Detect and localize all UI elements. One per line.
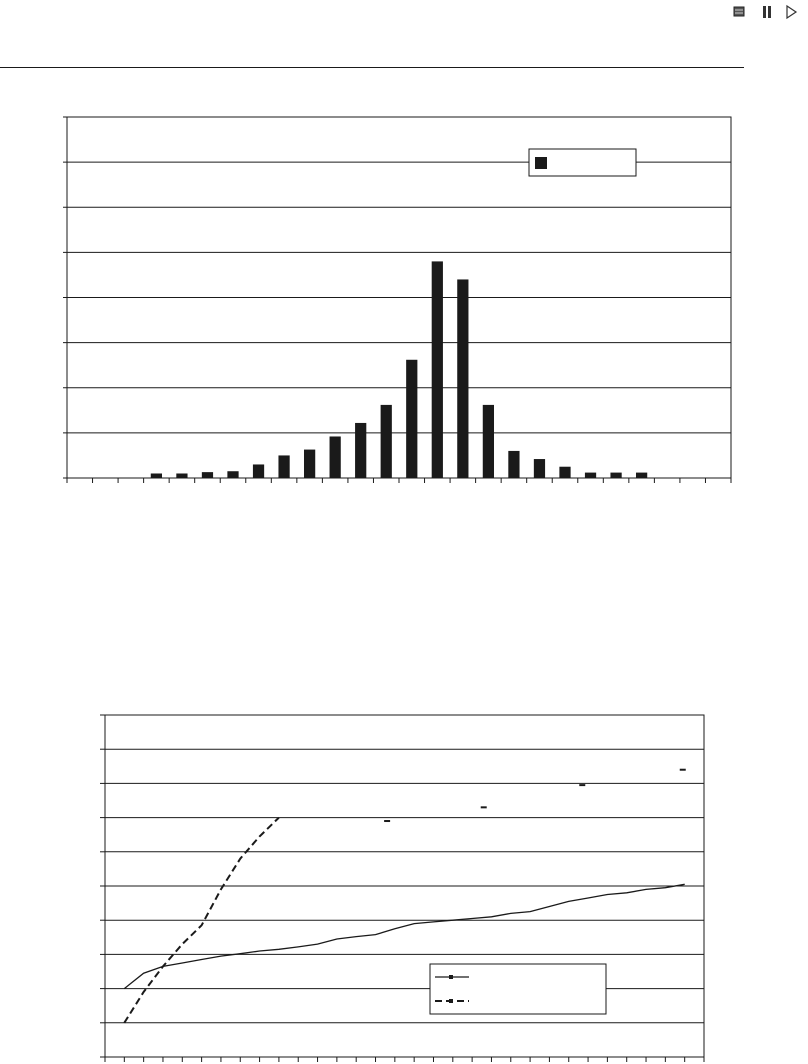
bar bbox=[355, 423, 366, 478]
bar bbox=[457, 279, 468, 478]
line-chart bbox=[100, 715, 704, 1062]
bar bbox=[483, 405, 494, 478]
bar bbox=[304, 450, 315, 478]
legend-box bbox=[430, 964, 606, 1014]
bar bbox=[151, 473, 162, 478]
bar bbox=[381, 405, 392, 478]
legend-marker-solid bbox=[449, 975, 453, 979]
bar bbox=[227, 471, 238, 478]
bar bbox=[585, 473, 596, 478]
bar bbox=[278, 455, 289, 478]
bar bbox=[636, 473, 647, 478]
legend-swatch bbox=[535, 157, 547, 169]
bar bbox=[202, 472, 213, 478]
bar bbox=[559, 467, 570, 478]
legend-marker-dashed bbox=[449, 999, 453, 1003]
bar bbox=[406, 360, 417, 478]
bar bbox=[176, 473, 187, 478]
bar bbox=[610, 473, 621, 478]
bar bbox=[508, 451, 519, 478]
bar bbox=[253, 464, 264, 478]
histogram-chart bbox=[63, 117, 731, 483]
bar bbox=[330, 436, 341, 478]
bar bbox=[432, 261, 443, 478]
bar bbox=[534, 459, 545, 478]
